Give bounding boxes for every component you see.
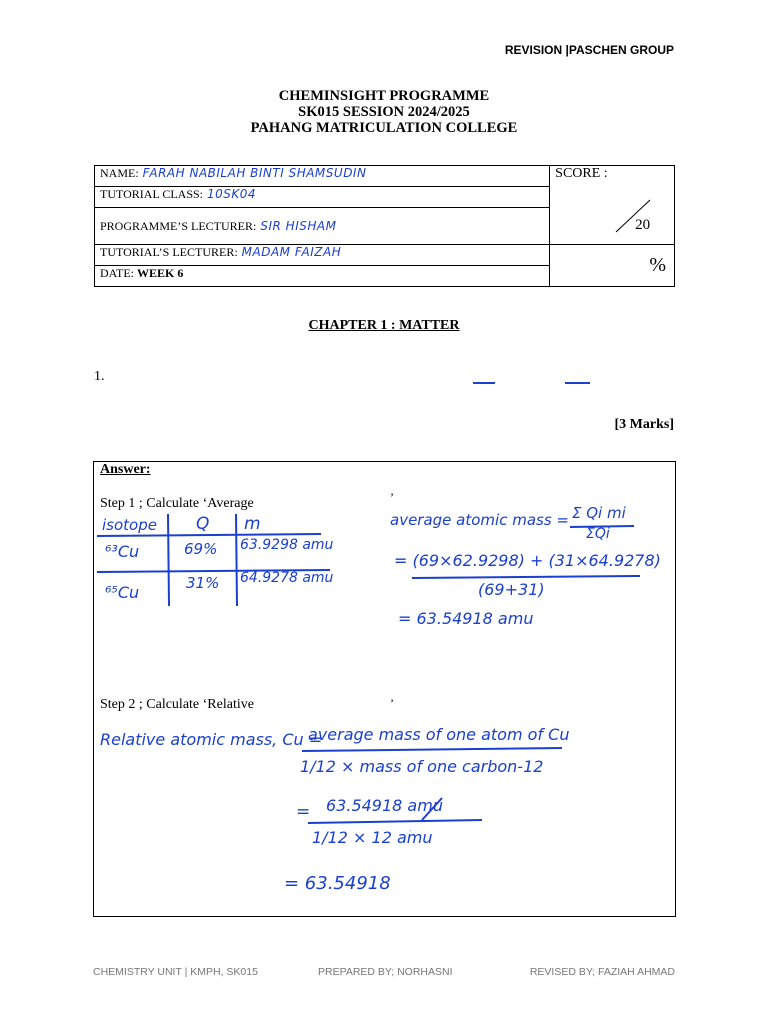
title-session: SK015 SESSION 2024/2025 xyxy=(298,104,470,120)
score-cell xyxy=(550,166,675,245)
tut-lecturer-value: MADAM FAIZAH xyxy=(241,245,342,259)
prog-lecturer-value: SIR HISHAM xyxy=(260,218,337,233)
question-blank-lines xyxy=(470,378,600,388)
percent-cell xyxy=(550,245,675,287)
class-label: TUTORIAL CLASS: xyxy=(100,187,204,201)
rel-sub-numerator: 63.54918 amu xyxy=(326,796,443,815)
formula-denominator: ΣQi xyxy=(586,526,610,542)
step1-text: Step 1 ; Calculate ‘Average xyxy=(100,496,254,511)
step1-tail: ’ xyxy=(390,490,394,504)
row1-m: 63.9298 amu xyxy=(240,537,334,553)
rel-result: = 63.54918 xyxy=(284,873,391,894)
name-value: FARAH NABILAH BINTI SHAMSUDIN xyxy=(142,166,367,180)
date-value: WEEK 6 xyxy=(137,266,184,280)
row1-q: 69% xyxy=(184,540,218,558)
table-header-isotope: isotope xyxy=(102,516,157,534)
footer-left: CHEMISTRY UNIT | KMPH, SK015 xyxy=(93,966,258,978)
student-info-table xyxy=(94,165,675,287)
title-programme: CHEMINSIGHT PROGRAMME xyxy=(278,88,490,104)
header-group-label: REVISION |PASCHEN GROUP xyxy=(504,43,674,57)
percent-symbol: % xyxy=(649,254,666,276)
footer-center: PREPARED BY; NORHASNI xyxy=(318,966,453,978)
row2-m: 64.9278 amu xyxy=(240,570,334,586)
rel-sub-equals: = xyxy=(296,802,311,822)
question-number: 1. xyxy=(94,369,105,384)
score-total: 20 xyxy=(635,217,651,233)
calc-denominator: (69+31) xyxy=(478,580,545,599)
chapter-heading: CHAPTER 1 : MATTER xyxy=(308,318,460,333)
calc-numerator: = (69×62.9298) + (31×64.9278) xyxy=(394,551,661,570)
footer-right: REVISED BY; FAZIAH AHMAD xyxy=(529,966,675,978)
step2-text: Step 2 ; Calculate ‘Relative xyxy=(100,697,254,712)
formula-lhs: average atomic mass = xyxy=(390,511,569,529)
table-header-m: m xyxy=(244,514,261,534)
formula-numerator: Σ Qi mi xyxy=(572,504,626,522)
name-label: NAME: xyxy=(100,166,139,180)
rel-lhs: Relative atomic mass, Cu = xyxy=(100,730,323,749)
date-label: DATE: xyxy=(100,266,134,280)
step1-label xyxy=(100,496,254,512)
row1-isotope: ⁶³Cu xyxy=(105,542,140,561)
cancel-strokes xyxy=(410,790,490,860)
rel-sub-denominator: 1/12 × 12 amu xyxy=(312,828,433,847)
prog-lecturer-label: PROGRAMME’S LECTURER: xyxy=(100,218,257,233)
answer-heading: Answer: xyxy=(100,462,151,477)
tut-lecturer-label: TUTORIAL’S LECTURER: xyxy=(100,245,238,259)
document-titles xyxy=(0,88,768,136)
class-value: 10SK04 xyxy=(207,187,257,201)
rel-numerator: average mass of one atom of Cu xyxy=(308,725,570,744)
calc-result: = 63.54918 amu xyxy=(398,609,534,628)
row2-isotope: ⁶⁵Cu xyxy=(105,583,140,602)
row2-q: 31% xyxy=(186,574,220,592)
score-label: SCORE : xyxy=(555,166,608,181)
title-college: PAHANG MATRICULATION COLLEGE xyxy=(250,120,518,136)
question-marks: [3 Marks] xyxy=(614,417,674,432)
step2-tail: ’ xyxy=(390,696,394,710)
rel-denominator: 1/12 × mass of one carbon-12 xyxy=(300,757,544,776)
table-header-q: Q xyxy=(196,514,210,534)
rel-fraction-bar xyxy=(300,746,565,754)
